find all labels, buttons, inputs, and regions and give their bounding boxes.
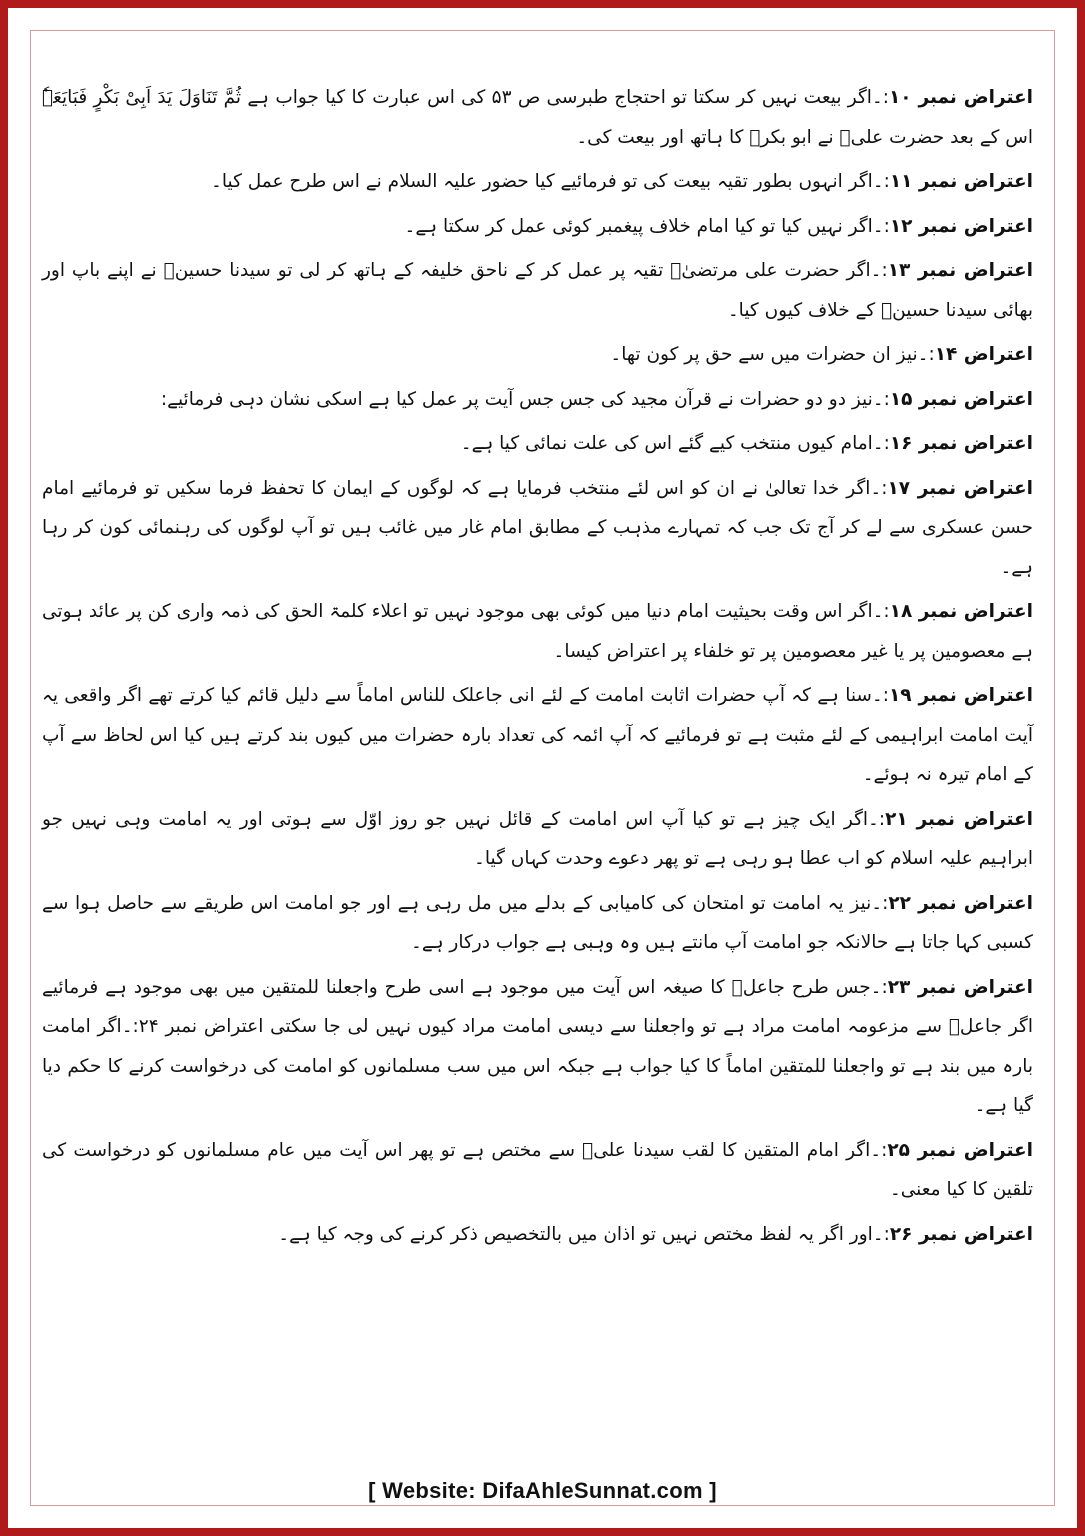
objection-14: [42, 335, 1033, 375]
objection-text: :۔اگر نہیں کیا تو کیا امام خلاف پیغمبر کوئی عمل کر سکتا ہے۔: [404, 215, 890, 237]
website-footer: [ Website: DifaAhleSunnat.com ]: [368, 1478, 717, 1503]
objection-text: :۔اگر اس وقت بحیثیت امام دنیا میں کوئی بھی موجود نہیں تو اعلاء کلمۃ الحق کی ذمہ واری کن پر عائد ہوتی ہے معصومین پر یا غیر معصومین پر تو خلفاء پر اعتراض کیسا۔: [42, 601, 1033, 662]
objection-text: :۔اگر ایک چیز ہے تو کیا آپ اس امامت کے قائل نہیں جو روز اوّل سے ہوتی اور یہ امامت وہی نہیں جو ابراہیم علیہ اسلام کو اب عطا ہو رہی ہے تو پھر دعوے وحدت کہاں گیا۔: [42, 808, 1033, 869]
objection-text: :۔اور اگر یہ لفظ مختص نہیں تو اذان میں بالتخصیص ذکر کرنے کی وجہ کیا ہے۔: [278, 1223, 890, 1245]
objection-19: [42, 676, 1033, 795]
objection-12: [42, 207, 1033, 247]
objection-label: اعتراض نمبر ۲۳: [887, 976, 1034, 998]
objection-text: :۔اگر بیعت نہیں کر سکتا تو احتجاج طبرسی ص ۵۳ کی اس عبارت کا کیا جواب ہے ثُمَّ تَنَاوَلَ یَدَ اَبِیْ بَکْرٍ فَبَایَعَہٗ اس کے بعد حضرت علیؓ نے ابو بکرؓ کا ہاتھ اور بیعت کی۔: [42, 87, 1033, 148]
objection-label: اعتراض نمبر ۱۵: [889, 388, 1033, 410]
objection-23: [42, 968, 1033, 1126]
objection-11: [42, 162, 1033, 202]
objection-text: :۔نیز ان حضرات میں سے حق پر کون تھا۔: [610, 344, 935, 365]
objection-label: اعتراض نمبر ۱۶: [889, 433, 1033, 454]
objection-text: :۔جس طرح جاعلؑ کا صیغہ اس آیت میں موجود ہے اسی طرح واجعلنا للمتقین میں بھی موجود ہے فرمائیے اگر جاعلؑ سے مزعومہ امامت مراد ہے تو واجعلنا سے دیسی امامت مراد کیوں نہیں لی جا سکتی اعتراض نمبر ۲۴:۔اگر امامت بارہ میں بند ہے تو واجعلنا للمتقین اماماً کا کیا جواب ہے جبکہ اس میں سب مسلمانوں کو امامت کی درخواست کرنے کا حکم دیا گیا ہے۔: [42, 976, 1033, 1116]
objection-label: اعتراض نمبر ۱۹: [889, 685, 1033, 706]
objection-26: [42, 1215, 1033, 1255]
objection-text: :۔سنا ہے کہ آپ حضرات اثابت امامت کے لئے انی جاعلک للناس اماماً سے دلیل قائم کیا کرتے تھے اگر واقعی یہ آیت امامت ابراہیمی کے لئے مثبت ہے تو فرمائیے کہ آپ ائمہ کی تعداد بارہ حضرات میں کیوں بند کرتے ہیں کیا اس لحاظ سے آپ کے امام تیرہ نہ ہوئے۔: [42, 685, 1033, 785]
objection-label: اعتراض نمبر ۲۶: [889, 1223, 1033, 1245]
objection-15: [42, 380, 1033, 420]
objection-label: اعتراض نمبر ۲۱: [885, 808, 1033, 830]
objection-label: اعتراض نمبر ۱۸: [889, 601, 1034, 622]
objection-label: اعتراض ۱۴: [934, 344, 1033, 365]
objection-16: [42, 424, 1033, 464]
objection-text: :۔نیز یہ امامت تو امتحان کی کامیابی کے بدلے میں مل رہی ہے اور جو امامت اس طریقے سے حاصل ہوا سے کسبی کہا جاتا ہے حالانکہ جو امامت آپ مانتے ہیں وہ وہبی ہے جواب درکار ہے۔: [42, 892, 1033, 953]
objection-label: اعتراض نمبر ۲۵: [887, 1139, 1033, 1161]
objection-label: اعتراض نمبر ۲۲: [888, 892, 1033, 914]
objection-13: [42, 251, 1033, 330]
objection-21: [42, 800, 1033, 879]
objection-text: :۔اگر حضرت علی مرتضیٰؓ تقیہ پر عمل کر کے ناحق خلیفہ کے ہاتھ کر لی تو سیدنا حسینؓ نے اپنے باپ اور بھائی سیدنا حسینؓ کے خلاف کیوں کیا۔: [42, 260, 1033, 321]
objection-10: [42, 78, 1033, 157]
objection-label: اعتراض نمبر ۱۱: [889, 171, 1033, 192]
objection-25: [42, 1131, 1033, 1210]
objection-18: [42, 592, 1033, 671]
objection-text: :۔اگر خدا تعالیٰ نے ان کو اس لئے منتخب فرمایا ہے کہ لوگوں کے ایمان کا تحفظ فرما سکیں تو فرمائیے امام حسن عسکری سے لے کر آج تک جب کہ تمہارے مذہب کے مطابق امام غار میں غائب ہیں تو آپ لوگوں کی رہنمائی کون کر رہا ہے۔: [42, 477, 1033, 578]
objection-22: [42, 884, 1033, 963]
objection-17: [42, 469, 1033, 588]
objection-label: اعتراض نمبر ۱۲: [889, 215, 1033, 237]
objection-label: اعتراض نمبر ۱۳: [887, 260, 1034, 281]
objection-text: :۔امام کیوں منتخب کیے گئے اس کی علت نمائی کیا ہے۔: [460, 433, 890, 454]
objection-text: :۔اگر انہوں بطور تقیہ بیعت کی تو فرمائیے کیا حضور علیہ السلام نے اس طرح عمل کیا۔: [211, 171, 890, 192]
objection-label: اعتراض نمبر ۱۷: [887, 477, 1033, 499]
objections-list: [42, 78, 1033, 1259]
objection-text: :۔نیز دو دو حضرات نے قرآن مجید کی جس جس آیت پر عمل کیا ہے اسکی نشان دہی فرمائیے:: [160, 388, 890, 410]
objection-label: اعتراض نمبر ۱۰: [889, 87, 1033, 108]
objection-text: :۔اگر امام المتقین کا لقب سیدنا علیؓ سے مختص ہے تو پھر اس آیت میں عام مسلمانوں کو درخواست کی تلقین کا کیا معنی۔: [42, 1139, 1033, 1200]
